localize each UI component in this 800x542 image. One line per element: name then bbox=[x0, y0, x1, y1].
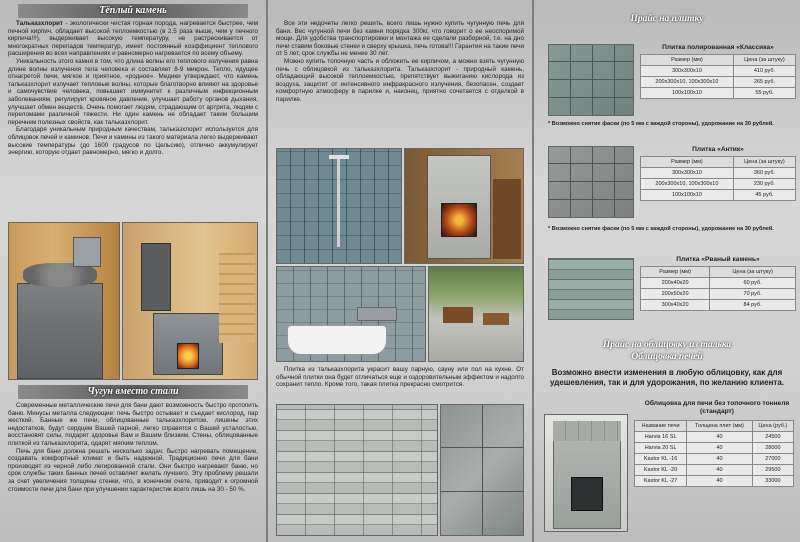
cell: 28000 bbox=[752, 443, 793, 454]
col-size: Размер (мм) bbox=[641, 157, 734, 168]
antique-price-table bbox=[640, 156, 796, 201]
table-row bbox=[641, 66, 796, 77]
panel2-text-top bbox=[276, 20, 524, 104]
table-row bbox=[641, 278, 796, 289]
cell: 410 руб. bbox=[733, 66, 795, 77]
cell: 84 руб. bbox=[710, 300, 796, 311]
customization-note: Возможно внести изменения в любую облицовку, как для удешевления, так и для удорожания, по желанию клиента. bbox=[549, 368, 784, 387]
panel1-para4: Современные металлические печи для бани дают возможность быстро протопить баню. Минусы металла следующие: печь быстро остывает и съедает кислород, пар жесткий. Банные же печи, облицованные тальказхлоритом, лишены этих недостатков, будут сердцем Вашей парной, легко справятся с Вашей усталостью, восстановят силы, подарят здоровье Вам и Вашим близким. Стены, облицованные плиткой из тальказхлорита, одарят мягким теплом. bbox=[8, 402, 258, 447]
antique-tile-image bbox=[548, 146, 634, 218]
cell: Kastor KL -20 bbox=[635, 465, 687, 476]
col-size: Размер (мм) bbox=[641, 267, 710, 278]
terrace-photo bbox=[428, 266, 524, 362]
table-row bbox=[635, 443, 794, 454]
col-size: Размер (мм) bbox=[641, 55, 734, 66]
table-row bbox=[641, 289, 796, 300]
table-row bbox=[641, 77, 796, 88]
col-price: Цена (за штуку) bbox=[733, 55, 795, 66]
cell: 200x300x10, 100x300x10 bbox=[641, 179, 734, 190]
stone-tile-photo bbox=[440, 404, 524, 536]
bathroom-photo bbox=[276, 266, 426, 362]
cell: 40 bbox=[687, 476, 753, 487]
panel-left bbox=[0, 0, 266, 542]
panel1-text-bottom bbox=[8, 402, 258, 493]
cell: 265 руб. bbox=[733, 77, 795, 88]
panel2-para2: Можно купить топочную часть и обложить ее кирпичом, а можно взять чугунную печь с облицовкой из тальказхлорита. Тальказхлорит - природный камень, обладающий высокой теплоемкостью, препятствует выжиганию кислорода из воздуха, защитит от интенсивного инфракрасного излучения, безопасен, создает комфортную атмосферу в парилке и, наконец, приятно сочетается с отделкой в парилке. bbox=[276, 57, 524, 103]
intro-lead: Тальказхлорит bbox=[16, 20, 63, 27]
cell: 70 руб. bbox=[710, 289, 796, 300]
cladding-price-title: Прайс на облицовку из талька bbox=[602, 340, 732, 350]
cell: 27000 bbox=[752, 454, 793, 465]
cell: 55 руб. bbox=[733, 88, 795, 99]
table-row bbox=[635, 432, 794, 443]
fireplace-photo bbox=[404, 148, 524, 264]
col-price: Цена (за штуку) bbox=[710, 267, 796, 278]
classic-price-table bbox=[640, 54, 796, 99]
cell: 60 руб. bbox=[710, 278, 796, 289]
classic-tile-image bbox=[548, 44, 634, 116]
cell: 300x40x20 bbox=[641, 300, 710, 311]
cladding-price-table bbox=[634, 420, 794, 487]
cell: Harvia 16 SL bbox=[635, 432, 687, 443]
panel1-para2: Уникальность этого камня в том, что длина волны его теплового излучения равна длине волны излучения тела человека и составляет 8-9 микрон. Тепло, идущее отнагретой печи, мягкое и приятное, «родное». Медики утверждают, что камень тальказхлорит излучает тепловые волны, которые благотворно влияют на здоровье и самочувствие человека, повышает иммунитет к различным инфекционным заболеваниям, регулирует кровяное давление, улучшает работу органов дыхания, улучшает обмен веществ. Очень помогает людям, страдающим от артрита, людям с переломами различной тяжести. Ни один камень не обладает таким большим перечнем полезных свойств, как тальказхлорит. bbox=[8, 57, 258, 126]
panel2-para1: Все эти недочеты легко решить, всего лишь нужно купить чугунную печь для бани. Вес чугунной печи без камня порядка 300кг, что говорит о ее неоспоримой мощи. Для удобства транспортировки и монтажа ее сделали разборной, т.е. на дно печи ставим боковые стенки и сверху крышка, печь готова!!! Гарантия на такие печи от 5 лет, срок службы не менее 30 лет. bbox=[276, 20, 524, 58]
panel1-para3: Благодаря уникальным природным качествам, тальказхлорит используется для облицовок печей и каминов. Печи и камины из такого материала легко выдерживают высокие температуры (до 1600 градусов по Цельсию), отлично аккумулирует энергию, которую отдает равномерно, мягко и долго. bbox=[8, 126, 258, 157]
cell: Kastor KL -27 bbox=[635, 476, 687, 487]
classic-table-caption: Плитка полированная «Классика» bbox=[662, 44, 774, 51]
cell: 40 bbox=[687, 465, 753, 476]
rough-stone-price-table bbox=[640, 266, 796, 311]
rough-stone-table-caption: Плитка «Рваный камень» bbox=[676, 256, 760, 263]
cell: 300x300x10 bbox=[641, 66, 734, 77]
antique-table-caption: Плитка «Антик» bbox=[692, 146, 744, 153]
cell: 29500 bbox=[752, 465, 793, 476]
table-row bbox=[641, 88, 796, 99]
shower-tiles-photo bbox=[276, 148, 402, 264]
sauna-stove-photo bbox=[8, 222, 120, 380]
table-row bbox=[641, 190, 796, 201]
price-tiles-title: Прайс на плитку bbox=[630, 14, 704, 24]
intro-rest: - экологически чистая горная порода, нагревается быстрее, чем печной кирпич, обладает высокой теплоемкостью (в 2,5 раза выше, чем у печного кирпича!!!), выдерживает высокую температуру, не растрескивается от многократных перепадов температур, имеет постоянный коэффициент теплового расширения во всех направлениях и равномерно нагревается по всему объему. bbox=[8, 20, 258, 58]
panel2-text-mid bbox=[276, 366, 524, 389]
table-row bbox=[641, 179, 796, 190]
cladding-table-caption: Облицовка для печи без топочного тоннеля (стандарт) bbox=[644, 400, 790, 415]
cladded-stove-photo bbox=[544, 414, 628, 532]
cell: 40 bbox=[687, 443, 753, 454]
cell: 45 руб. bbox=[733, 190, 795, 201]
col-stove-name: Название печи bbox=[635, 421, 687, 432]
chamfer-note-2: * Возможно снятие фаски (по 5 мм с каждой стороны), удорожание на 30 рублей. bbox=[548, 226, 774, 232]
panel1-para5: Печь для бани должна решать несколько задач: быстро нагревать помещение, создавать комфортный климат и быть надежной. Традиционно печи для бани производят из черной либо легированной стали. Они быстро нагревают баню, но срок службы таких банных печей оставляет желать лучшего. Эту проблему решали за счет увеличения толщины стенки, что, в конечном счете, приводит к огромной стоимости печи для бани при улучшении характеристик всего лишь на 30 - 50 %. bbox=[8, 447, 258, 493]
col-price: Цена (за штуку) bbox=[733, 157, 795, 168]
cell: 40 bbox=[687, 432, 753, 443]
cell: 100x100x10 bbox=[641, 88, 734, 99]
stone-wall-photo bbox=[276, 404, 438, 536]
cell: Harvia 20 SL bbox=[635, 443, 687, 454]
panel-middle bbox=[268, 0, 532, 542]
cell: 200x40x20 bbox=[641, 278, 710, 289]
cell: 24500 bbox=[752, 432, 793, 443]
cladding-subtitle: Облицовка печей bbox=[631, 352, 703, 362]
panel1-title: Тёплый камень bbox=[18, 4, 248, 18]
col-price: Цена (руб.) bbox=[752, 421, 793, 432]
chamfer-note-1: * Возможно снятие фаски (по 5 мм с каждой стороны), удорожание на 30 рублей. bbox=[548, 121, 774, 127]
table-row bbox=[641, 168, 796, 179]
cell: 33000 bbox=[752, 476, 793, 487]
panel-right bbox=[534, 0, 800, 542]
cell: 40 bbox=[687, 454, 753, 465]
cell: Kastor KL -16 bbox=[635, 454, 687, 465]
cell: 200x300x10, 100x300x10 bbox=[641, 77, 734, 88]
rough-stone-tile-image bbox=[548, 258, 634, 320]
cell: 230 руб. bbox=[733, 179, 795, 190]
panel1-text-top bbox=[8, 20, 258, 157]
table-row bbox=[641, 300, 796, 311]
table-row bbox=[635, 465, 794, 476]
section-cast-iron-title: Чугун вместо стали bbox=[18, 385, 248, 399]
cell: 300x300x10 bbox=[641, 168, 734, 179]
panel2-para3: Плитка из тальказхлорита украсит вашу парную, сауну или пол на кухне. От обычной плитки она будет отличаться еще и оздоровительным эффектом и надолго сохранит тепло. Кроме того, такая плитка прекрасно смотрится. bbox=[276, 366, 524, 389]
stove-fire-photo bbox=[122, 222, 258, 380]
cell: 100x100x10 bbox=[641, 190, 734, 201]
cell: 200x50x20 bbox=[641, 289, 710, 300]
col-thickness: Толщина плит (мм) bbox=[687, 421, 753, 432]
table-row bbox=[635, 454, 794, 465]
table-row bbox=[635, 476, 794, 487]
cell: 360 руб. bbox=[733, 168, 795, 179]
